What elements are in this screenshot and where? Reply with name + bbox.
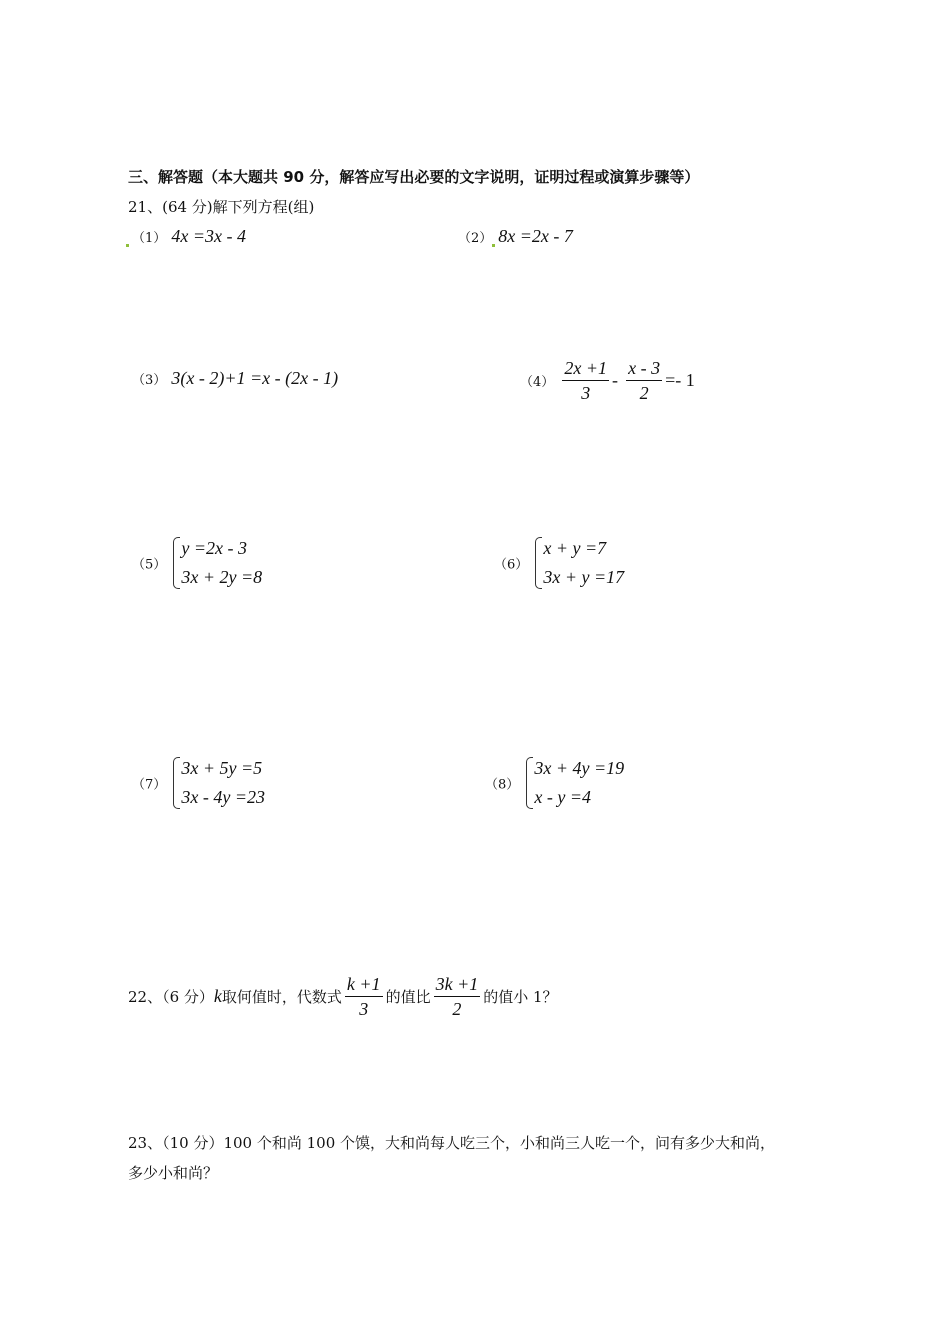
system-7-line-1: 3x + 5y =5 bbox=[181, 758, 263, 778]
system-5 bbox=[171, 534, 262, 592]
problem-8-label: （8） bbox=[485, 777, 520, 793]
problem-2-label: （2） bbox=[458, 231, 493, 246]
problem-2-equation: 8x =2x - 7 bbox=[498, 226, 573, 246]
problem-4 bbox=[520, 356, 695, 405]
minus-sign: - bbox=[612, 370, 619, 390]
problem-2 bbox=[458, 226, 573, 247]
section-header: 三、解答题（本大题共 90 分，解答应写出必要的文字说明，证明过程或演算步骤等） bbox=[128, 168, 700, 186]
problem-3 bbox=[132, 368, 338, 389]
question-22 bbox=[128, 972, 558, 1021]
problem-4-rhs: =- 1 bbox=[665, 370, 695, 390]
system-8 bbox=[524, 754, 624, 812]
system-5-line-2: 3x + 2y =8 bbox=[181, 567, 263, 587]
problem-1 bbox=[126, 226, 246, 247]
problem-7 bbox=[132, 754, 265, 812]
fraction-2 bbox=[626, 356, 662, 405]
question-23-line-1: 23、（10 分）100 个和尚 100 个馍，大和尚每人吃三个，小和尚三人吃一个，问有多少大和尚， bbox=[128, 1134, 776, 1152]
system-8-line-2: x - y =4 bbox=[534, 787, 591, 807]
question-22-text-1: 取何值时，代数式 bbox=[221, 988, 342, 1006]
marker-dot bbox=[126, 244, 129, 247]
system-6-line-1: x + y =7 bbox=[543, 538, 607, 558]
fraction-2-denominator: 2 bbox=[639, 383, 649, 403]
system-5-line-1: y =2x - 3 bbox=[181, 538, 247, 558]
fraction-k-denominator: 3 bbox=[359, 999, 369, 1019]
system-6 bbox=[533, 534, 624, 592]
fraction-3k bbox=[434, 972, 481, 1021]
fraction-3k-denominator: 2 bbox=[452, 999, 462, 1019]
question-21-title: 21、(64 分)解下列方程(组) bbox=[128, 198, 315, 216]
fraction-k-numerator: k +1 bbox=[345, 972, 383, 997]
fraction-k bbox=[345, 972, 383, 1021]
problem-3-label: （3） bbox=[132, 373, 167, 388]
question-23-line-2: 多少小和尚？ bbox=[128, 1164, 219, 1182]
question-22-text-3: 的值小 1？ bbox=[483, 988, 558, 1006]
fraction-1-denominator: 3 bbox=[581, 383, 591, 403]
system-8-line-1: 3x + 4y =19 bbox=[534, 758, 625, 778]
system-7 bbox=[171, 754, 265, 812]
problem-6 bbox=[494, 534, 624, 592]
problem-6-label: （6） bbox=[494, 557, 529, 573]
fraction-3k-numerator: 3k +1 bbox=[434, 972, 481, 997]
variable-k: k bbox=[213, 986, 222, 1006]
system-7-line-2: 3x - 4y =23 bbox=[181, 787, 265, 807]
question-22-text-2: 的值比 bbox=[385, 988, 431, 1006]
fraction-2-numerator: x - 3 bbox=[626, 356, 662, 381]
fraction-1-numerator: 2x +1 bbox=[562, 356, 609, 381]
problem-5-label: （5） bbox=[132, 557, 167, 573]
fraction-1 bbox=[562, 356, 609, 405]
problem-8 bbox=[485, 754, 624, 812]
marker-dot bbox=[492, 244, 495, 247]
problem-3-equation: 3(x - 2)+1 =x - (2x - 1) bbox=[171, 368, 339, 388]
problem-1-label: （1） bbox=[132, 231, 167, 246]
problem-7-label: （7） bbox=[132, 777, 167, 793]
system-6-line-2: 3x + y =17 bbox=[543, 567, 625, 587]
problem-4-label: （4） bbox=[520, 375, 555, 390]
question-22-prefix: 22、（6 分） bbox=[128, 988, 214, 1006]
problem-1-equation: 4x =3x - 4 bbox=[171, 226, 246, 246]
problem-5 bbox=[132, 534, 262, 592]
